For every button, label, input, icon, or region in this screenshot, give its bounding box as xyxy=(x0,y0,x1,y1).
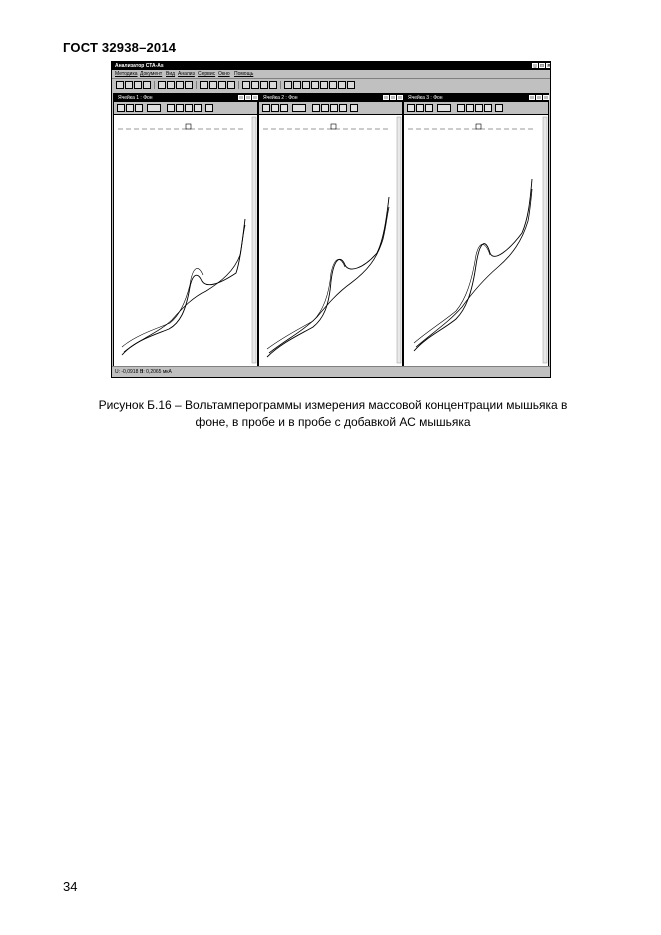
cell-window-toolbar xyxy=(114,102,257,115)
cell-window-1[interactable] xyxy=(113,93,258,367)
analyzer-app-screenshot xyxy=(111,61,551,378)
settings-icon[interactable] xyxy=(269,81,277,89)
toolbar-separator xyxy=(280,81,281,89)
status-bar xyxy=(112,366,550,377)
zoom-out-icon[interactable] xyxy=(135,104,143,112)
marker-left-icon[interactable] xyxy=(475,104,483,112)
cell-window-3[interactable] xyxy=(403,93,549,367)
maximize-icon[interactable] xyxy=(245,95,251,100)
addition-curve xyxy=(414,244,490,343)
zoom-in-icon[interactable] xyxy=(271,104,279,112)
marker-right-icon[interactable] xyxy=(194,104,202,112)
menu-item-method[interactable]: Методика xyxy=(115,71,138,77)
baseline-icon[interactable] xyxy=(466,104,474,112)
chart-icon[interactable] xyxy=(260,81,268,89)
drop-icon[interactable] xyxy=(209,81,217,89)
cell-one-icon[interactable] xyxy=(167,81,175,89)
addition-curve xyxy=(122,268,203,347)
marker-left-icon[interactable] xyxy=(330,104,338,112)
peak-icon[interactable] xyxy=(167,104,175,112)
curve-select-icon[interactable] xyxy=(437,104,451,112)
clear-icon[interactable] xyxy=(350,104,358,112)
sample-curve xyxy=(267,197,389,357)
background-curve xyxy=(269,207,389,353)
peak-icon[interactable] xyxy=(312,104,320,112)
menu-item-help[interactable]: Помощь xyxy=(234,71,254,77)
zoom-icon[interactable] xyxy=(311,81,319,89)
info-icon[interactable] xyxy=(347,81,355,89)
baseline-icon[interactable] xyxy=(321,104,329,112)
minimize-icon[interactable] xyxy=(529,95,535,100)
menu-item-service[interactable]: Сервис xyxy=(198,71,216,77)
status-potential: U: -0,0918 B xyxy=(115,369,144,375)
vertical-scrollbar xyxy=(252,117,256,363)
cell-window-title: Ячейка 2 : Фон xyxy=(263,95,298,101)
zoom-in-icon[interactable] xyxy=(416,104,424,112)
curve-select-icon[interactable] xyxy=(147,104,161,112)
mail-icon[interactable] xyxy=(218,81,226,89)
caption-line-1: Рисунок Б.16 – Вольтамперограммы измерения массовой концентрации мышьяка в xyxy=(98,398,568,412)
cell-window-titlebar xyxy=(259,94,402,102)
graph-icon[interactable] xyxy=(227,81,235,89)
cell-two-icon[interactable] xyxy=(176,81,184,89)
voltammogram-plot xyxy=(114,115,257,365)
marker-right-icon[interactable] xyxy=(339,104,347,112)
toolbar-separator xyxy=(196,81,197,89)
arrange-icon[interactable] xyxy=(320,81,328,89)
zoom-fit-icon[interactable] xyxy=(407,104,415,112)
background-curve xyxy=(124,225,245,352)
figure-caption xyxy=(40,397,626,431)
cell-window-title: Ячейка 1 : Фон xyxy=(118,95,153,101)
status-current: I: 0,2065 мкА xyxy=(142,369,172,375)
cell-window-toolbar xyxy=(404,102,548,115)
print-icon[interactable] xyxy=(143,81,151,89)
paste-icon[interactable] xyxy=(251,81,259,89)
cell-three-icon[interactable] xyxy=(185,81,193,89)
caption-line-2: фоне, в пробе и в пробе с добавкой АС мышьяка xyxy=(195,415,471,429)
method-icon[interactable] xyxy=(158,81,166,89)
menu-item-window[interactable]: Окно xyxy=(218,71,230,77)
sample-curve xyxy=(414,179,532,351)
app-title: Анализатор СТА-Аs xyxy=(115,63,164,69)
maximize-button[interactable]: □ xyxy=(540,63,544,69)
clear-icon[interactable] xyxy=(495,104,503,112)
minimize-icon[interactable] xyxy=(238,95,244,100)
send-icon[interactable] xyxy=(329,81,337,89)
layout-icon[interactable] xyxy=(284,81,292,89)
calculator-icon[interactable] xyxy=(200,81,208,89)
save-document-icon[interactable] xyxy=(134,81,142,89)
window-icon[interactable] xyxy=(302,81,310,89)
cell-window-toolbar xyxy=(259,102,402,115)
zoom-out-icon[interactable] xyxy=(280,104,288,112)
cell-window-titlebar xyxy=(404,94,548,102)
page-number: 34 xyxy=(63,879,78,894)
marker-handle xyxy=(186,124,191,129)
vertical-scrollbar xyxy=(543,117,547,363)
menu-item-analysis[interactable]: Анализ xyxy=(178,71,195,77)
table-icon[interactable] xyxy=(293,81,301,89)
new-document-icon[interactable] xyxy=(116,81,124,89)
zoom-fit-icon[interactable] xyxy=(117,104,125,112)
sample-curve xyxy=(122,219,245,355)
main-toolbar xyxy=(112,79,550,91)
maximize-icon[interactable] xyxy=(390,95,396,100)
minimize-button[interactable]: _ xyxy=(533,63,537,69)
app-titlebar xyxy=(112,62,550,70)
background-curve xyxy=(416,189,532,347)
addition-curve xyxy=(267,259,345,349)
baseline-icon[interactable] xyxy=(176,104,184,112)
close-button[interactable]: × xyxy=(547,63,551,69)
cell-window-title: Ячейка 3 : Фон xyxy=(408,95,443,101)
cell-window-2[interactable] xyxy=(258,93,403,367)
marker-left-icon[interactable] xyxy=(185,104,193,112)
minimize-icon[interactable] xyxy=(383,95,389,100)
toolbar-separator xyxy=(154,81,155,89)
vertical-scrollbar xyxy=(397,117,401,363)
zoom-in-icon[interactable] xyxy=(126,104,134,112)
cell-window-titlebar xyxy=(114,94,257,102)
clear-icon[interactable] xyxy=(205,104,213,112)
document-standard-header: ГОСТ 32938–2014 xyxy=(63,40,177,55)
zoom-out-icon[interactable] xyxy=(425,104,433,112)
open-document-icon[interactable] xyxy=(125,81,133,89)
marker-handle xyxy=(476,124,481,129)
peak-icon[interactable] xyxy=(457,104,465,112)
options-icon[interactable] xyxy=(338,81,346,89)
marker-handle xyxy=(331,124,336,129)
menu-bar xyxy=(112,70,550,79)
copy-icon[interactable] xyxy=(242,81,250,89)
zoom-fit-icon[interactable] xyxy=(262,104,270,112)
menu-item-document[interactable]: Документ xyxy=(140,71,163,77)
marker-right-icon[interactable] xyxy=(484,104,492,112)
voltammogram-plot xyxy=(259,115,402,365)
maximize-icon[interactable] xyxy=(536,95,542,100)
menu-item-view[interactable]: Вид xyxy=(166,71,176,77)
voltammogram-plot xyxy=(404,115,548,365)
curve-select-icon[interactable] xyxy=(292,104,306,112)
toolbar-separator xyxy=(238,81,239,89)
close-icon[interactable] xyxy=(543,95,549,100)
